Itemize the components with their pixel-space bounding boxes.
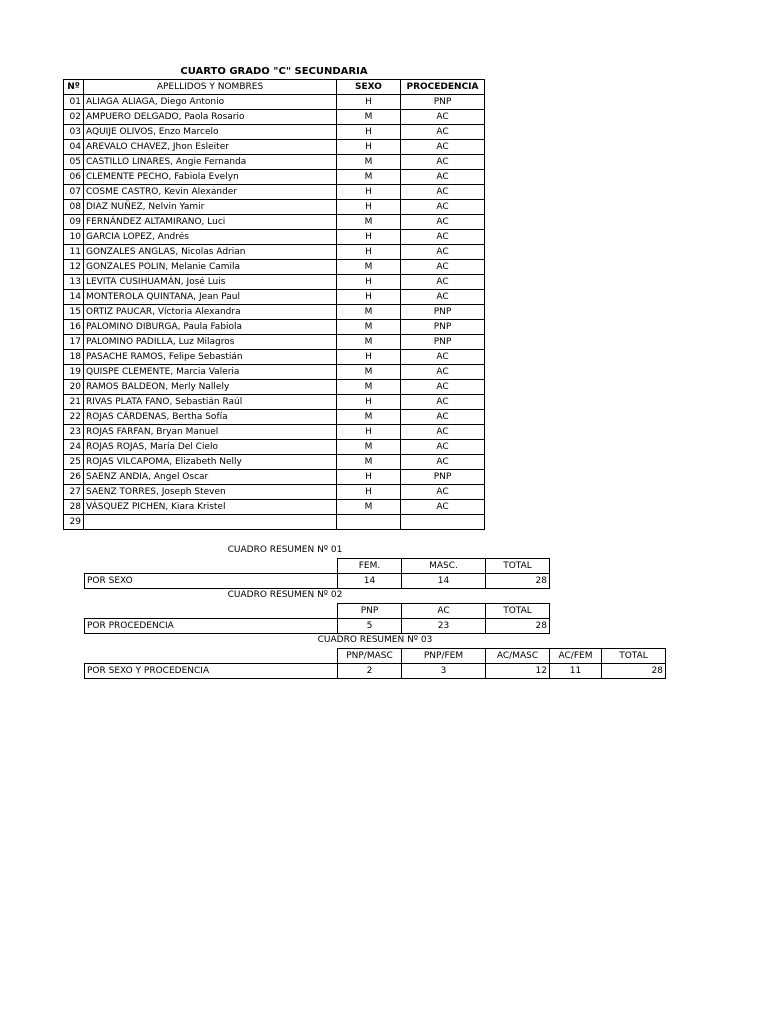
row-number: 28 (64, 500, 84, 515)
student-sexo: H (337, 275, 401, 290)
student-sexo: M (337, 260, 401, 275)
table-row (64, 305, 485, 320)
student-name: PALOMINO PADILLA, Luz Milagros (84, 335, 337, 350)
resumen-02-header: PNP (338, 604, 402, 619)
table-row (64, 470, 485, 485)
row-number: 07 (64, 185, 84, 200)
row-number: 23 (64, 425, 84, 440)
student-procedencia (401, 515, 485, 530)
resumen-03-value: 12 (486, 664, 550, 679)
student-name: GARCIA LOPEZ, Andrés (84, 230, 337, 245)
header-sexo: SEXO (337, 80, 401, 95)
student-sexo: M (337, 305, 401, 320)
row-number: 06 (64, 170, 84, 185)
table-row (64, 395, 485, 410)
student-name (84, 515, 337, 530)
student-procedencia: AC (401, 440, 485, 455)
resumen-03-header-row (85, 649, 666, 664)
student-procedencia: PNP (401, 470, 485, 485)
row-number: 12 (64, 260, 84, 275)
student-sexo: M (337, 110, 401, 125)
student-name: ROJAS CÁRDENAS, Bertha Sofía (84, 410, 337, 425)
row-number: 18 (64, 350, 84, 365)
row-number: 02 (64, 110, 84, 125)
resumen-01-value: 14 (402, 574, 486, 589)
row-number: 03 (64, 125, 84, 140)
resumen-02-value: 5 (338, 619, 402, 634)
table-row (64, 515, 485, 530)
student-sexo: H (337, 200, 401, 215)
row-number: 14 (64, 290, 84, 305)
table-row (64, 410, 485, 425)
student-sexo: M (337, 500, 401, 515)
student-procedencia: AC (401, 275, 485, 290)
resumen-01-row-label: POR SEXO (85, 574, 338, 589)
student-name: ROJAS FARFAN, Bryan Manuel (84, 425, 337, 440)
student-procedencia: AC (401, 425, 485, 440)
table-row (64, 455, 485, 470)
student-sexo: M (337, 380, 401, 395)
student-sexo: M (337, 215, 401, 230)
header-name: APELLIDOS Y NOMBRES (84, 80, 337, 95)
resumen-02-table (84, 603, 550, 634)
student-procedencia: AC (401, 395, 485, 410)
resumen-03-value: 2 (338, 664, 402, 679)
student-sexo: M (337, 155, 401, 170)
student-procedencia: AC (401, 215, 485, 230)
student-sexo: H (337, 485, 401, 500)
student-sexo: M (337, 335, 401, 350)
row-number: 19 (64, 365, 84, 380)
student-sexo: H (337, 140, 401, 155)
resumen-03-value: 28 (602, 664, 666, 679)
student-name: GONZALES ANGLAS, Nicolas Adrian (84, 245, 337, 260)
student-sexo: M (337, 170, 401, 185)
resumen-02-header: TOTAL (486, 604, 550, 619)
resumen-02-value: 28 (486, 619, 550, 634)
student-sexo: H (337, 395, 401, 410)
student-sexo: M (337, 455, 401, 470)
resumen-03-value: 3 (402, 664, 486, 679)
student-sexo: H (337, 185, 401, 200)
resumen-03-header: PNP/FEM (402, 649, 486, 664)
resumen-03-value: 11 (550, 664, 602, 679)
student-name: LEVITA CUSIHUAMÁN, José Luis (84, 275, 337, 290)
resumen-03-data-row (85, 664, 666, 679)
resumen-01-value: 28 (486, 574, 550, 589)
student-name: GONZALES POLIN, Melanie Camila (84, 260, 337, 275)
resumen-02-header-row (85, 604, 550, 619)
student-procedencia: PNP (401, 320, 485, 335)
student-sexo: M (337, 320, 401, 335)
roster-header-row (64, 80, 485, 95)
student-sexo: H (337, 290, 401, 305)
student-name: VÁSQUEZ PICHEN, Kiara Kristel (84, 500, 337, 515)
resumen-02-title: CUADRO RESUMEN Nº 02 (227, 590, 343, 600)
student-procedencia: AC (401, 125, 485, 140)
student-procedencia: AC (401, 365, 485, 380)
table-row (64, 200, 485, 215)
table-row (64, 380, 485, 395)
table-row (64, 140, 485, 155)
header-procedencia: PROCEDENCIA (401, 80, 485, 95)
student-sexo: M (337, 440, 401, 455)
row-number: 15 (64, 305, 84, 320)
table-row (64, 245, 485, 260)
student-name: ROJAS VILCAPOMA, Elizabeth Nelly (84, 455, 337, 470)
table-row (64, 260, 485, 275)
resumen-01-header: TOTAL (486, 559, 550, 574)
resumen-01-value: 14 (338, 574, 402, 589)
student-procedencia: PNP (401, 95, 485, 110)
table-row (64, 170, 485, 185)
student-sexo (337, 515, 401, 530)
row-number: 24 (64, 440, 84, 455)
student-procedencia: AC (401, 230, 485, 245)
table-row (64, 230, 485, 245)
resumen-03-title: CUADRO RESUMEN Nº 03 (317, 635, 433, 645)
student-name: CASTILLO LINARES, Angie Fernanda (84, 155, 337, 170)
student-name: ALIAGA ALIAGA, Diego Antonio (84, 95, 337, 110)
table-row (64, 425, 485, 440)
table-row (64, 125, 485, 140)
student-procedencia: AC (401, 245, 485, 260)
student-procedencia: AC (401, 380, 485, 395)
student-name: AMPUERO DELGADO, Paola Rosario (84, 110, 337, 125)
student-procedencia: AC (401, 410, 485, 425)
student-procedencia: PNP (401, 305, 485, 320)
student-name: AREVALO CHAVEZ, Jhon Esleiter (84, 140, 337, 155)
resumen-02-data-row (85, 619, 550, 634)
student-procedencia: PNP (401, 335, 485, 350)
student-procedencia: AC (401, 110, 485, 125)
row-number: 05 (64, 155, 84, 170)
row-number: 17 (64, 335, 84, 350)
student-name: QUISPE CLEMENTE, Marcia Valeria (84, 365, 337, 380)
student-sexo: H (337, 125, 401, 140)
row-number: 29 (64, 515, 84, 530)
student-procedencia: AC (401, 200, 485, 215)
resumen-01-header: MASC. (402, 559, 486, 574)
student-procedencia: AC (401, 485, 485, 500)
table-row (64, 365, 485, 380)
student-sexo: M (337, 365, 401, 380)
student-name: CLEMENTE PECHO, Fabiola Evelyn (84, 170, 337, 185)
table-row (64, 275, 485, 290)
resumen-03-header: AC/FEM (550, 649, 602, 664)
student-procedencia: AC (401, 500, 485, 515)
row-number: 26 (64, 470, 84, 485)
resumen-01-table (84, 558, 550, 589)
table-row (64, 440, 485, 455)
row-number: 10 (64, 230, 84, 245)
student-procedencia: AC (401, 290, 485, 305)
student-sexo: H (337, 350, 401, 365)
row-number: 22 (64, 410, 84, 425)
student-sexo: H (337, 425, 401, 440)
row-number: 16 (64, 320, 84, 335)
student-procedencia: AC (401, 455, 485, 470)
student-sexo: H (337, 230, 401, 245)
row-number: 01 (64, 95, 84, 110)
row-number: 21 (64, 395, 84, 410)
student-sexo: M (337, 410, 401, 425)
student-name: AQUIJE OLIVOS, Enzo Marcelo (84, 125, 337, 140)
row-number: 13 (64, 275, 84, 290)
student-procedencia: AC (401, 170, 485, 185)
header-number: Nº (64, 80, 84, 95)
student-procedencia: AC (401, 185, 485, 200)
table-row (64, 320, 485, 335)
student-sexo: H (337, 245, 401, 260)
row-number: 04 (64, 140, 84, 155)
table-row (64, 350, 485, 365)
student-name: MONTEROLA QUINTANA, Jean Paul (84, 290, 337, 305)
student-name: SAENZ TORRES, Joseph Steven (84, 485, 337, 500)
student-name: ORTIZ PAUCAR, Víctoria Alexandra (84, 305, 337, 320)
document-title: CUARTO GRADO "C" SECUNDARIA (180, 66, 368, 77)
student-name: SAENZ ANDIA, Angel Oscar (84, 470, 337, 485)
row-number: 08 (64, 200, 84, 215)
student-procedencia: AC (401, 260, 485, 275)
row-number: 27 (64, 485, 84, 500)
table-row (64, 500, 485, 515)
student-roster-table (63, 79, 485, 530)
resumen-02-value: 23 (402, 619, 486, 634)
student-name: ROJAS ROJAS, María Del Cielo (84, 440, 337, 455)
student-procedencia: AC (401, 140, 485, 155)
resumen-03-row-label: POR SEXO Y PROCEDENCIA (85, 664, 338, 679)
student-procedencia: AC (401, 350, 485, 365)
student-name: PASACHE RAMOS, Felipe Sebastián (84, 350, 337, 365)
resumen-02-row-label: POR PROCEDENCIA (85, 619, 338, 634)
row-number: 20 (64, 380, 84, 395)
row-number: 25 (64, 455, 84, 470)
student-name: PALOMINO DIBURGA, Paula Fabiola (84, 320, 337, 335)
student-name: DIAZ NUÑEZ, Nelvin Yamir (84, 200, 337, 215)
table-row (64, 335, 485, 350)
resumen-03-header: TOTAL (602, 649, 666, 664)
table-row (64, 110, 485, 125)
resumen-03-header: PNP/MASC (338, 649, 402, 664)
student-name: COSME CASTRO, Kevin Alexander (84, 185, 337, 200)
resumen-01-header: FEM. (338, 559, 402, 574)
table-row (64, 215, 485, 230)
roster-body (64, 95, 485, 530)
resumen-01-data-row (85, 574, 550, 589)
row-number: 11 (64, 245, 84, 260)
table-row (64, 290, 485, 305)
student-name: FERNÁNDEZ ALTAMIRANO, Luci (84, 215, 337, 230)
resumen-02-header: AC (402, 604, 486, 619)
student-name: RIVAS PLATA FANO, Sebastián Raúl (84, 395, 337, 410)
student-procedencia: AC (401, 155, 485, 170)
student-name: RAMOS BALDEON, Merly Nallely (84, 380, 337, 395)
table-row (64, 95, 485, 110)
student-sexo: H (337, 470, 401, 485)
resumen-01-header-row (85, 559, 550, 574)
student-sexo: H (337, 95, 401, 110)
resumen-01-title: CUADRO RESUMEN Nº 01 (227, 545, 343, 555)
table-row (64, 185, 485, 200)
resumen-03-table (84, 648, 666, 679)
resumen-03-header: AC/MASC (486, 649, 550, 664)
table-row (64, 485, 485, 500)
row-number: 09 (64, 215, 84, 230)
table-row (64, 155, 485, 170)
